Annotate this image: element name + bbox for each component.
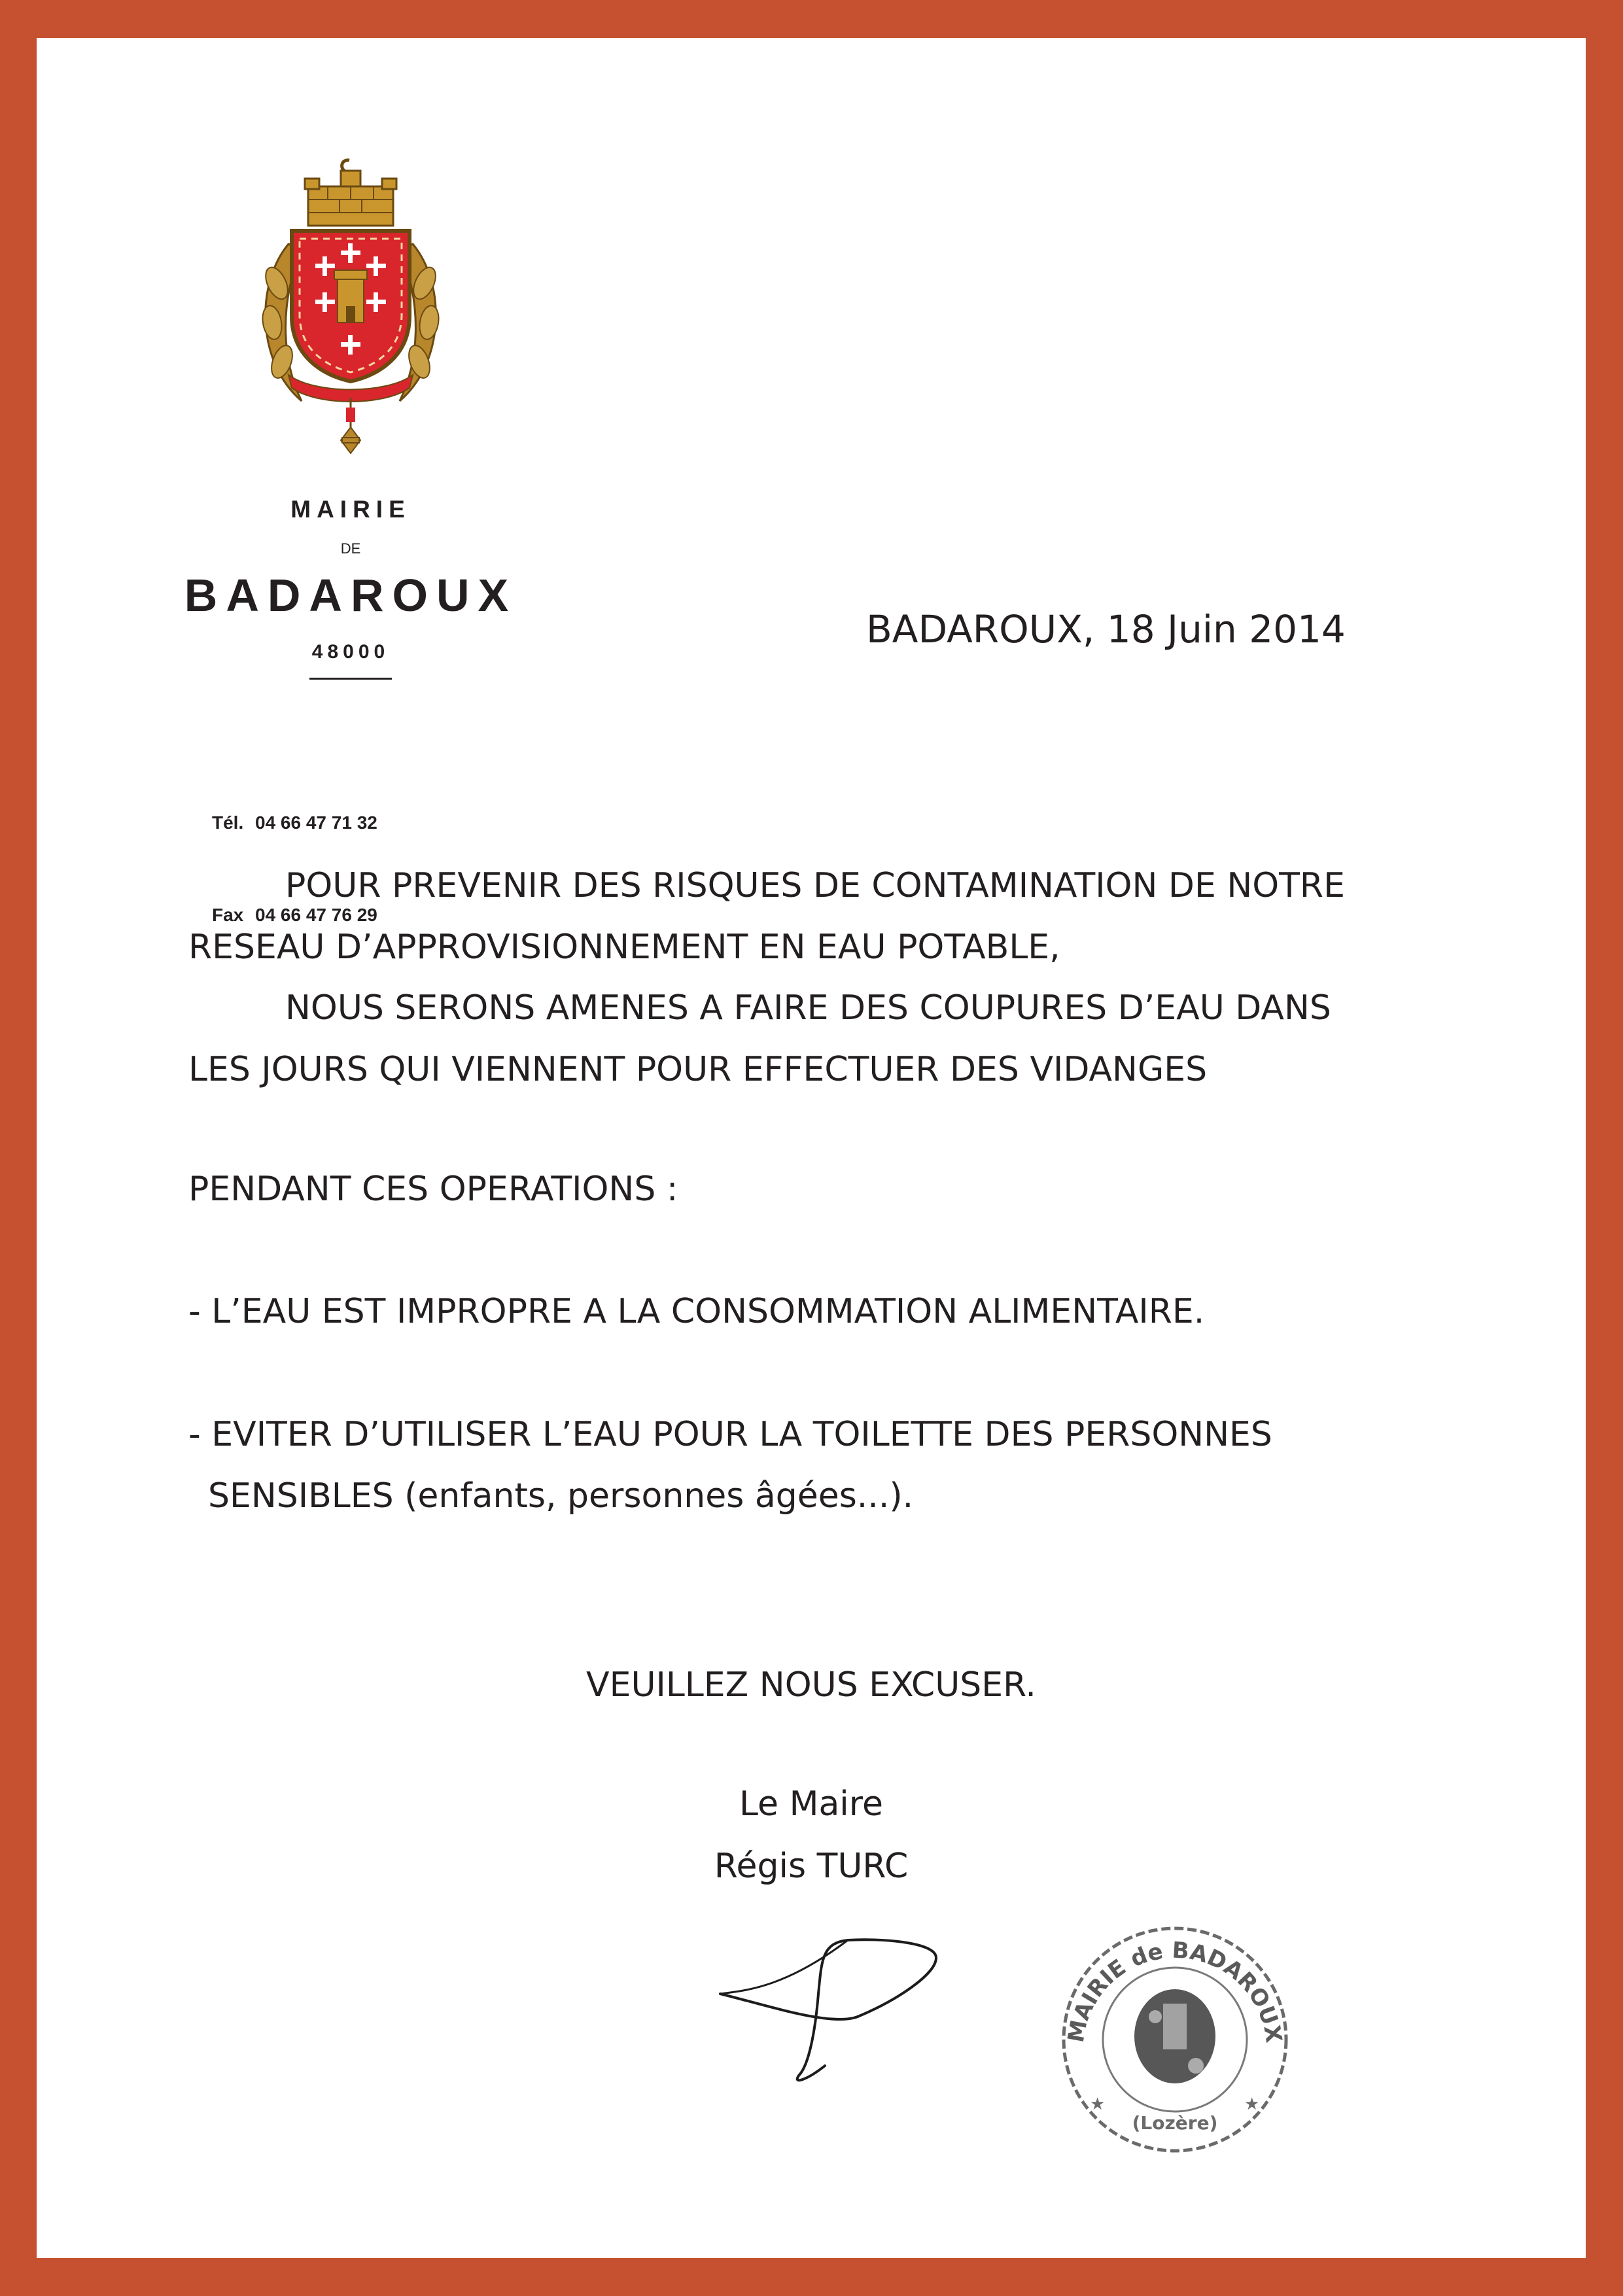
fax-number: 04 66 47 76 29	[255, 905, 377, 925]
warning-item-2-line-1: - EVITER D’UTILISER L’EAU POUR LA TOILETTE DES PERSONNES	[188, 1415, 1272, 1454]
signatory-title: Le Maire	[739, 1784, 883, 1824]
operations-heading: PENDANT CES OPERATIONS :	[188, 1170, 678, 1209]
letterhead-de: DE	[340, 540, 361, 557]
body-line-2: RESEAU D’APPROVISIONNEMENT EN EAU POTABLE,	[188, 928, 1060, 967]
body-line-3: NOUS SERONS AMENES A FAIRE DES COUPURES D’EAU DANS	[285, 988, 1331, 1028]
warning-item-1: - L’EAU EST IMPROPRE A LA CONSOMMATION ALIMENTAIRE.	[188, 1292, 1205, 1331]
body-line-1: POUR PREVENIR DES RISQUES DE CONTAMINATION DE NOTRE	[285, 866, 1345, 905]
official-stamp-icon	[1044, 1905, 1306, 2167]
coat-of-arms-icon	[243, 152, 459, 473]
svg-text:★: ★	[1244, 2095, 1260, 2114]
letterhead-commune-name: BADAROUX	[184, 570, 517, 621]
svg-text:MAIRIE de BADAROUX: MAIRIE de BADAROUX	[1062, 1937, 1287, 2045]
letterhead-divider	[309, 678, 392, 680]
svg-text:(Lozère): (Lozère)	[1132, 2112, 1218, 2134]
phone-line	[212, 807, 377, 838]
letterhead	[141, 496, 560, 680]
warning-item-2-line-2: SENSIBLES (enfants, personnes âgées...).	[208, 1476, 914, 1516]
fax-label: Fax	[212, 905, 244, 925]
signature-icon	[681, 1935, 956, 2131]
date-line: BADAROUX, 18 Juin 2014	[866, 607, 1346, 652]
phone-label: Tél.	[212, 812, 244, 833]
letterhead-postcode: 48000	[311, 641, 390, 663]
svg-text:★: ★	[1090, 2095, 1106, 2114]
letter-page	[37, 38, 1586, 2258]
closing-apology: VEUILLEZ NOUS EXCUSER.	[586, 1665, 1036, 1705]
signatory-name: Régis TURC	[714, 1847, 909, 1886]
body-line-4: LES JOURS QUI VIENNENT POUR EFFECTUER DES VIDANGES	[188, 1050, 1208, 1089]
letterhead-mairie: MAIRIE	[290, 496, 411, 523]
phone-number: 04 66 47 71 32	[255, 812, 377, 833]
